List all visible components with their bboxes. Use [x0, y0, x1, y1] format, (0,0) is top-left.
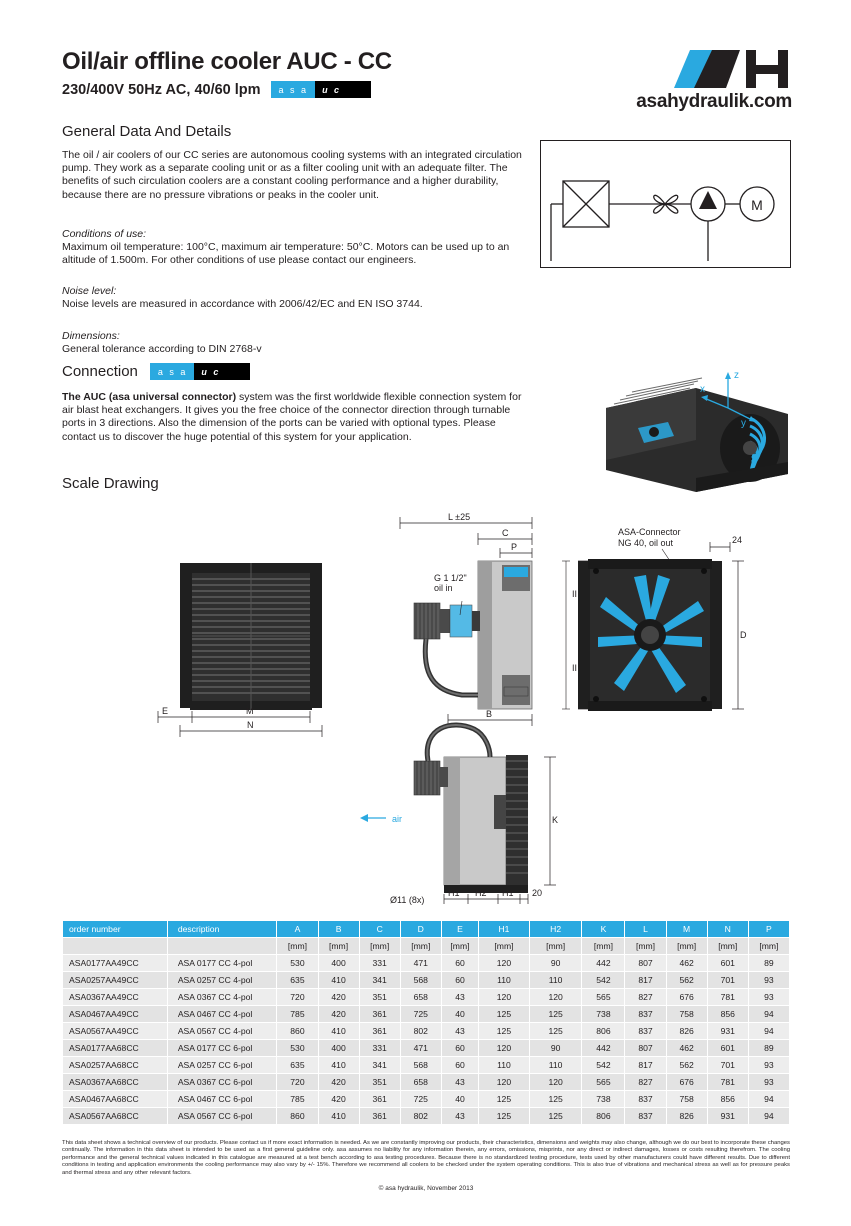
cell-value: 542	[582, 1057, 625, 1074]
label-roman-bottom: II	[572, 663, 578, 673]
cell-order-number: ASA0567AA68CC	[63, 1108, 168, 1125]
label-L: L ±25	[448, 512, 471, 522]
cell-value: 410	[318, 1057, 359, 1074]
label-H2: H2	[475, 888, 487, 898]
cell-value: 110	[479, 972, 530, 989]
cell-value: 410	[318, 1023, 359, 1040]
cell-value: 781	[707, 989, 748, 1006]
label-oil-in-1: G 1 1/2"	[434, 573, 467, 583]
col-N: N	[707, 921, 748, 938]
cell-value: 806	[582, 1108, 625, 1125]
label-connector-1: ASA-Connector	[618, 527, 681, 537]
cell-value: 93	[748, 972, 789, 989]
label-M: M	[246, 706, 254, 716]
logo-mark-icon	[592, 48, 792, 88]
copyright-text: © asa hydraulik, November 2013	[378, 1185, 474, 1193]
cell-value: 807	[625, 1040, 666, 1057]
cell-value: 676	[666, 989, 707, 1006]
conditions-body: Maximum oil temperature: 100°C, maximum air temperature: 50°C. Motors can be used up to an altitude of 1.500m. For other conditions of use please contact our engineers.	[62, 241, 510, 267]
table-row	[63, 1108, 790, 1125]
cell-value: 837	[625, 1023, 666, 1040]
cell-value: 43	[441, 1074, 478, 1091]
page-title: Oil/air offline cooler AUC - CC	[62, 48, 392, 75]
cell-value: 110	[479, 1057, 530, 1074]
connection-auc-badge	[150, 363, 251, 380]
cell-value: 351	[359, 1074, 400, 1091]
cell-value: 125	[479, 1108, 530, 1125]
table-header-row	[63, 921, 790, 938]
cell-value: 361	[359, 1006, 400, 1023]
cell-order-number: ASA0257AA49CC	[63, 972, 168, 989]
cell-value: 331	[359, 955, 400, 972]
cell-value: 125	[479, 1023, 530, 1040]
col-L: L	[625, 921, 666, 938]
cell-value: 125	[479, 1091, 530, 1108]
cell-value: 43	[441, 989, 478, 1006]
cell-value: 565	[582, 989, 625, 1006]
cell-value: 758	[666, 1006, 707, 1023]
cell-value: 856	[707, 1091, 748, 1108]
cell-value: 110	[529, 972, 582, 989]
cell-value: 725	[400, 1091, 441, 1108]
conditions-label: Conditions of use:	[62, 228, 147, 240]
cell-value: 837	[625, 1006, 666, 1023]
label-B: B	[486, 709, 493, 719]
axis-indicator	[700, 368, 770, 430]
cell-value: 120	[479, 1074, 530, 1091]
cell-value: 60	[441, 1040, 478, 1057]
cell-value: 701	[707, 972, 748, 989]
cell-value: 462	[666, 1040, 707, 1057]
cell-value: 60	[441, 1057, 478, 1074]
table-row	[63, 955, 790, 972]
cell-value: 410	[318, 972, 359, 989]
drawing-bottom-view	[360, 725, 558, 905]
cell-value: 120	[529, 989, 582, 1006]
col-E: E	[441, 921, 478, 938]
cell-value: [mm]	[625, 938, 666, 955]
cell-description	[167, 938, 277, 955]
cell-value: 40	[441, 1006, 478, 1023]
scale-drawing-heading: Scale Drawing	[62, 475, 159, 492]
cell-value: 442	[582, 955, 625, 972]
connection-body-rest: system was the first worldwide flexible connection system for air blast heat exchangers. It gives you the free choice of the connector direction through turnable ports in 3 directions. Also the dimension of the ports can be varied with optional types. Please contact us to discover the huge potential of this system for your application.	[62, 391, 522, 443]
col-M: M	[666, 921, 707, 938]
cell-order-number: ASA0467AA49CC	[63, 1006, 168, 1023]
disclaimer-text: This data sheet shows a technical overview of our products. Please contact us if more exact information is needed. As we are constantly improving our products, their characteristics, dimensions and weights may also change, although we do our best to incorporate these changes continually. The information in this data sheet is intended to be used as a first general guideline only. asa assumes no liability for any information therein, any errors, omissions, misprints, nor any direct or indirect damages, losses or costs resulting therefrom. The cooling performance and the general technical values indicated in this catalogue are measured at a test bench according to asa testing procedures. Because there is no standardized testing procedure, tests used by other manufacturers could have different results. Due to different conditions in testing and application environments the cooling performance may also vary by +/- 15%. Therefore we recommend all coolers to be checked under the system operating conditions. This is also true of vibrations and mechanical stress as well as for pressure peaks and thermal stress and any other relevant factors.	[62, 1140, 790, 1176]
cell-value: 120	[479, 989, 530, 1006]
cell-value: 658	[400, 989, 441, 1006]
col-order-number: order number	[63, 921, 168, 938]
label-P: P	[511, 542, 518, 552]
connection-badge-uc: u c	[194, 363, 250, 380]
cell-value: 420	[318, 989, 359, 1006]
table-body	[63, 938, 790, 1125]
cell-value: 562	[666, 972, 707, 989]
cell-value: 400	[318, 955, 359, 972]
cell-value: 562	[666, 1057, 707, 1074]
cell-value: 120	[479, 1040, 530, 1057]
cell-value: 827	[625, 989, 666, 1006]
cell-value: 676	[666, 1074, 707, 1091]
cell-value: 785	[277, 1091, 318, 1108]
cell-order-number: ASA0367AA49CC	[63, 989, 168, 1006]
cell-value: 826	[666, 1108, 707, 1125]
cell-value: 817	[625, 972, 666, 989]
axis-z-label: z	[734, 370, 739, 381]
cell-value: 43	[441, 1023, 478, 1040]
cell-value: 530	[277, 1040, 318, 1057]
cell-value: 931	[707, 1023, 748, 1040]
cell-value: 860	[277, 1108, 318, 1125]
cell-description: ASA 0567 CC 6-pol	[167, 1108, 277, 1125]
cell-value: 40	[441, 1091, 478, 1108]
cell-description: ASA 0367 CC 4-pol	[167, 989, 277, 1006]
cell-description: ASA 0257 CC 6-pol	[167, 1057, 277, 1074]
noise-label: Noise level:	[62, 285, 117, 297]
cell-value: 827	[625, 1074, 666, 1091]
label-roman-top: II	[572, 589, 578, 599]
label-H1-right: H1	[502, 888, 514, 898]
cell-value: 93	[748, 1057, 789, 1074]
connection-body-bold: The AUC (asa universal connector)	[62, 391, 237, 403]
table-row	[63, 1006, 790, 1023]
table-header	[63, 921, 790, 938]
cell-value: 341	[359, 1057, 400, 1074]
cell-value: 931	[707, 1108, 748, 1125]
cell-value: 802	[400, 1108, 441, 1125]
cell-value: 125	[529, 1006, 582, 1023]
cell-value: 442	[582, 1040, 625, 1057]
col-K: K	[582, 921, 625, 938]
cell-value: [mm]	[666, 938, 707, 955]
cell-value: 90	[529, 955, 582, 972]
cell-description: ASA 0567 CC 4-pol	[167, 1023, 277, 1040]
cell-value: 837	[625, 1091, 666, 1108]
cell-value: 94	[748, 1023, 789, 1040]
label-D: D	[740, 630, 747, 640]
cell-value: 60	[441, 955, 478, 972]
cell-value: 807	[625, 955, 666, 972]
cell-value: 400	[318, 1040, 359, 1057]
cell-value: [mm]	[529, 938, 582, 955]
cell-value: 635	[277, 972, 318, 989]
general-data-body: The oil / air coolers of our CC series are autonomous cooling systems with an integrated circulation pump. They work as a separate cooling unit or as a filter cooling unit with an adequate filter. The benefits of such circulation coolers are a constant cooling performance and a higher durability, because there are no pressure vibrations or peaks in the cooler unit.	[62, 149, 522, 201]
cell-value: [mm]	[359, 938, 400, 955]
drawing-rear-view	[578, 527, 747, 711]
cell-value: 94	[748, 1108, 789, 1125]
connection-body	[62, 391, 527, 444]
label-N: N	[247, 720, 254, 730]
drawing-front-view	[158, 563, 322, 737]
cell-value: 542	[582, 972, 625, 989]
cell-value: 781	[707, 1074, 748, 1091]
cell-value: 471	[400, 955, 441, 972]
cell-value: 601	[707, 955, 748, 972]
table-row	[63, 989, 790, 1006]
drawing-side-view	[400, 512, 592, 726]
cell-value: 351	[359, 989, 400, 1006]
cell-description: ASA 0177 CC 6-pol	[167, 1040, 277, 1057]
cell-value: 785	[277, 1006, 318, 1023]
col-H2: H2	[529, 921, 582, 938]
cell-value: 420	[318, 1006, 359, 1023]
cell-value: 361	[359, 1108, 400, 1125]
cell-value: 802	[400, 1023, 441, 1040]
cell-order-number: ASA0257AA68CC	[63, 1057, 168, 1074]
connection-badge-asa: a s a	[150, 363, 195, 380]
cell-value: 817	[625, 1057, 666, 1074]
cell-value: 361	[359, 1091, 400, 1108]
cell-value: 420	[318, 1091, 359, 1108]
label-E: E	[162, 706, 169, 716]
cell-value: 125	[529, 1108, 582, 1125]
cell-value: 125	[529, 1091, 582, 1108]
cell-value: 565	[582, 1074, 625, 1091]
cell-value: 94	[748, 1006, 789, 1023]
cell-value: 361	[359, 1023, 400, 1040]
col-description: description	[167, 921, 277, 938]
cell-value: 530	[277, 955, 318, 972]
cell-value: 90	[529, 1040, 582, 1057]
general-data-heading: General Data And Details	[62, 123, 232, 140]
cell-value: [mm]	[479, 938, 530, 955]
col-C: C	[359, 921, 400, 938]
cell-order-number	[63, 938, 168, 955]
logo-text: asahydraulik.com	[636, 91, 792, 112]
cell-value: 120	[479, 955, 530, 972]
connection-heading: Connection	[62, 363, 138, 380]
label-20: 20	[532, 888, 543, 898]
cell-value: 738	[582, 1091, 625, 1108]
cell-value: 462	[666, 955, 707, 972]
page-subtitle: 230/400V 50Hz AC, 40/60 lpm	[62, 81, 261, 98]
cell-value: 410	[318, 1108, 359, 1125]
noise-body: Noise levels are measured in accordance with 2006/42/EC and EN ISO 3744.	[62, 298, 423, 310]
col-B: B	[318, 921, 359, 938]
cell-value: 93	[748, 1074, 789, 1091]
cell-order-number: ASA0567AA49CC	[63, 1023, 168, 1040]
label-connector-2: NG 40, oil out	[618, 538, 674, 548]
scale-drawings	[62, 505, 792, 915]
cell-order-number: ASA0367AA68CC	[63, 1074, 168, 1091]
table-row	[63, 1023, 790, 1040]
hydraulic-schematic	[540, 140, 791, 268]
cell-value: 806	[582, 1023, 625, 1040]
cell-value: 93	[748, 989, 789, 1006]
cell-description: ASA 0467 CC 4-pol	[167, 1006, 277, 1023]
axis-y-label: y	[741, 418, 746, 429]
label-air: air	[392, 814, 403, 824]
cell-value: 420	[318, 1074, 359, 1091]
cell-value: 89	[748, 1040, 789, 1057]
cell-value: 635	[277, 1057, 318, 1074]
col-P: P	[748, 921, 789, 938]
cell-value: 725	[400, 1006, 441, 1023]
cell-value: 341	[359, 972, 400, 989]
label-24: 24	[732, 535, 743, 545]
table-units-row	[63, 938, 790, 955]
cell-value: 601	[707, 1040, 748, 1057]
table-row	[63, 1074, 790, 1091]
cell-value: [mm]	[707, 938, 748, 955]
table-row	[63, 1040, 790, 1057]
col-A: A	[277, 921, 318, 938]
cell-order-number: ASA0177AA49CC	[63, 955, 168, 972]
col-D: D	[400, 921, 441, 938]
cell-value: 720	[277, 989, 318, 1006]
label-C: C	[502, 528, 509, 538]
cell-description: ASA 0257 CC 4-pol	[167, 972, 277, 989]
cell-value: 120	[529, 1074, 582, 1091]
cell-value: [mm]	[582, 938, 625, 955]
cell-value: 331	[359, 1040, 400, 1057]
page-footer	[62, 1140, 790, 1192]
auc-badge-asa: a s a	[271, 81, 316, 98]
dimensions-body: General tolerance according to DIN 2768-v	[62, 343, 262, 355]
cell-value: 837	[625, 1108, 666, 1125]
cell-value: 89	[748, 955, 789, 972]
label-K: K	[552, 815, 559, 825]
cell-value: 826	[666, 1023, 707, 1040]
cell-value: 856	[707, 1006, 748, 1023]
cell-value: 43	[441, 1108, 478, 1125]
cell-value: 738	[582, 1006, 625, 1023]
cell-value: 701	[707, 1057, 748, 1074]
cell-value: [mm]	[748, 938, 789, 955]
cell-value: 568	[400, 1057, 441, 1074]
page-header	[62, 48, 792, 112]
cell-value: 94	[748, 1091, 789, 1108]
table-row	[63, 972, 790, 989]
col-H1: H1	[479, 921, 530, 938]
cell-order-number: ASA0177AA68CC	[63, 1040, 168, 1057]
cell-description: ASA 0367 CC 6-pol	[167, 1074, 277, 1091]
company-logo	[592, 48, 792, 113]
specification-table	[62, 920, 790, 1125]
cell-description: ASA 0177 CC 4-pol	[167, 955, 277, 972]
cell-value: [mm]	[318, 938, 359, 955]
label-holes: Ø11 (8x)	[390, 895, 425, 905]
cell-value: 658	[400, 1074, 441, 1091]
dimensions-label: Dimensions:	[62, 330, 120, 342]
table-row	[63, 1057, 790, 1074]
cell-order-number: ASA0467AA68CC	[63, 1091, 168, 1108]
cell-value: 568	[400, 972, 441, 989]
auc-badge	[271, 81, 372, 98]
cell-value: [mm]	[441, 938, 478, 955]
cell-value: 110	[529, 1057, 582, 1074]
table-row	[63, 1091, 790, 1108]
cell-value: 125	[479, 1006, 530, 1023]
cell-value: 758	[666, 1091, 707, 1108]
connection-heading-row	[62, 363, 250, 380]
cell-value: [mm]	[400, 938, 441, 955]
cell-value: 720	[277, 1074, 318, 1091]
cell-value: 125	[529, 1023, 582, 1040]
cell-description: ASA 0467 CC 6-pol	[167, 1091, 277, 1108]
cell-value: 471	[400, 1040, 441, 1057]
axis-x-label: x	[700, 384, 705, 395]
auc-badge-uc: u c	[315, 81, 371, 98]
cell-value: 60	[441, 972, 478, 989]
label-H1-left: H1	[448, 888, 460, 898]
label-oil-in-2: oil in	[434, 583, 453, 593]
schematic-motor-label: M	[751, 197, 763, 213]
cell-value: [mm]	[277, 938, 318, 955]
cell-value: 860	[277, 1023, 318, 1040]
